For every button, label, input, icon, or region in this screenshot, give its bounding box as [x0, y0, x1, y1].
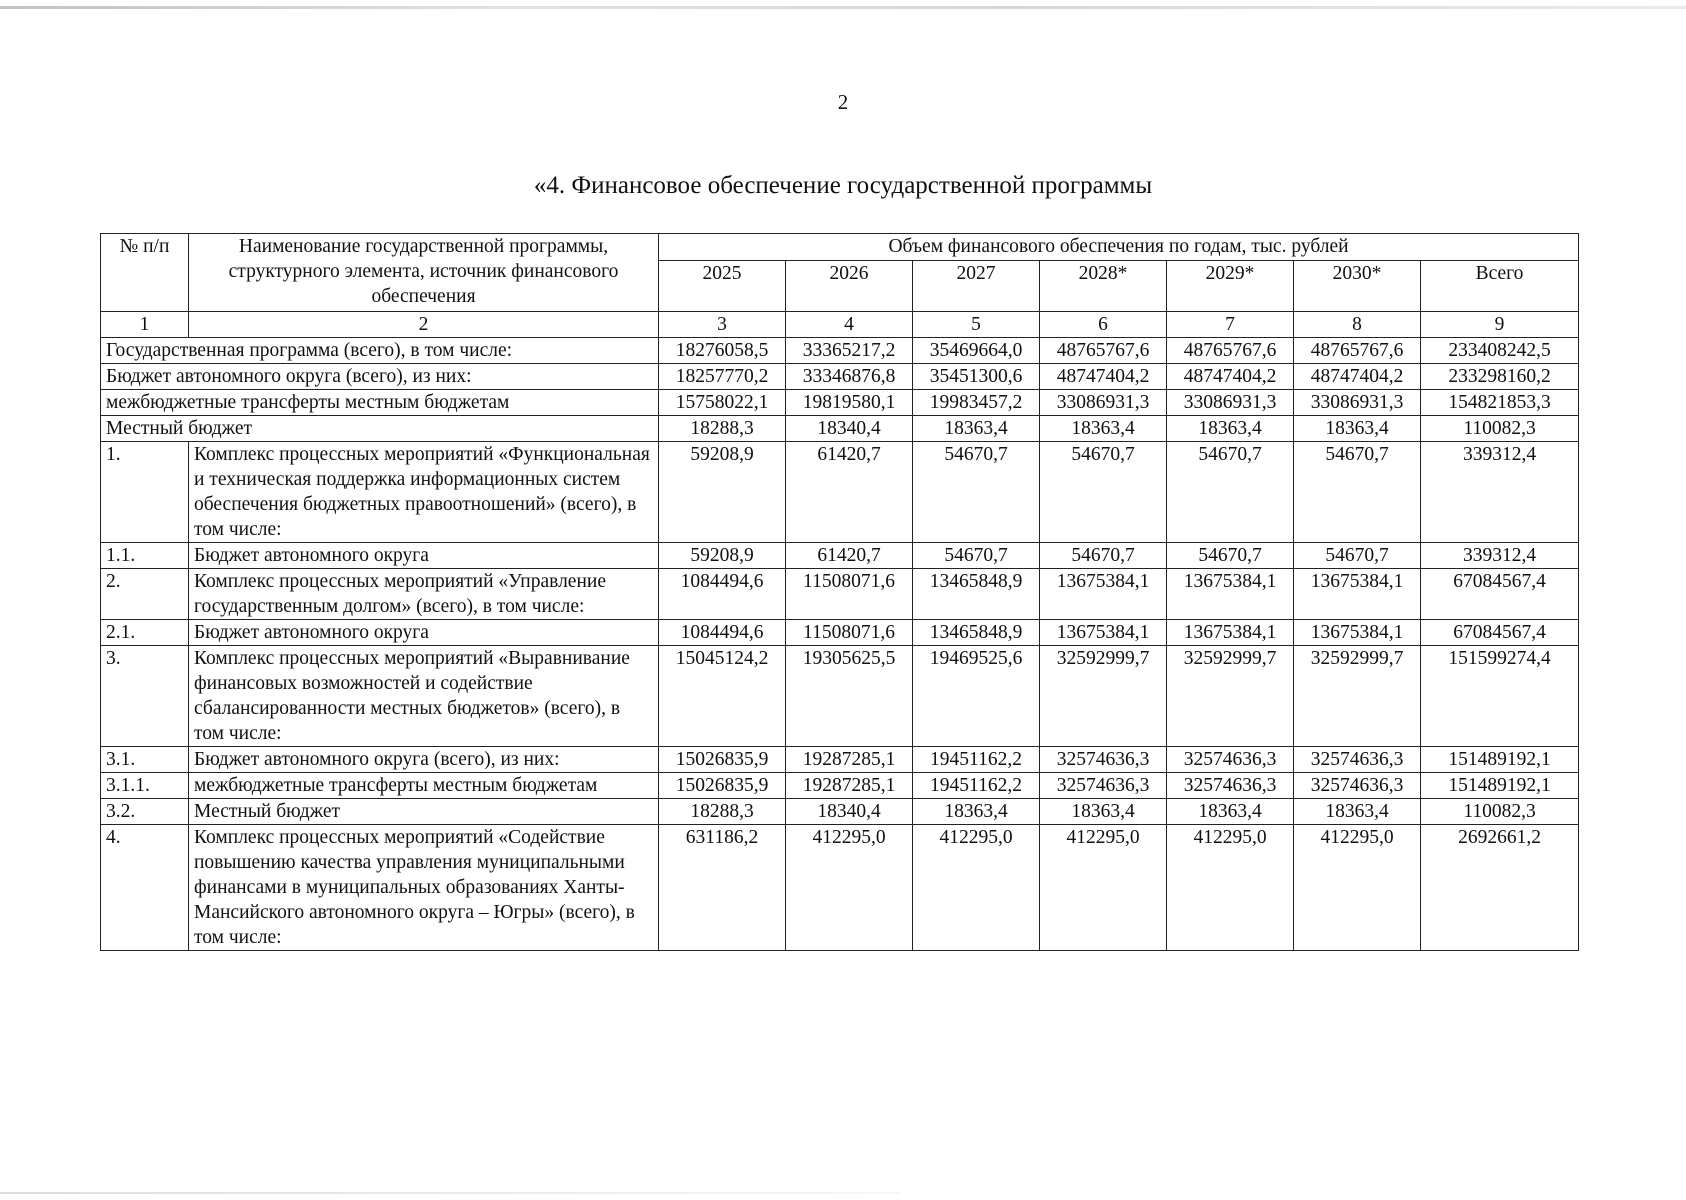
row-value: 13675384,1: [1040, 569, 1167, 620]
row-value: 54670,7: [1167, 442, 1294, 543]
col-number: 4: [786, 312, 913, 338]
row-value: 1084494,6: [659, 569, 786, 620]
row-value: 35451300,6: [913, 364, 1040, 390]
header-name: Наименование государственной программы, структурного элемента, источник финансового обеспечения: [189, 234, 659, 312]
row-value: 54670,7: [1294, 543, 1421, 569]
row-value: 33086931,3: [1167, 390, 1294, 416]
row-value: 412295,0: [913, 825, 1040, 951]
row-value: 412295,0: [1040, 825, 1167, 951]
row-value: 18276058,5: [659, 338, 786, 364]
row-number: 3.1.1.: [101, 773, 189, 799]
row-value: 18363,4: [913, 799, 1040, 825]
row-total: 339312,4: [1421, 543, 1579, 569]
row-value: 412295,0: [1167, 825, 1294, 951]
table-row: [101, 799, 1579, 825]
row-value: 18363,4: [913, 416, 1040, 442]
row-value: 32592999,7: [1294, 646, 1421, 747]
row-total: 154821853,3: [1421, 390, 1579, 416]
table-row: [101, 773, 1579, 799]
row-value: 13675384,1: [1294, 620, 1421, 646]
row-value: 54670,7: [913, 543, 1040, 569]
row-value: 13465848,9: [913, 569, 1040, 620]
row-value: 18288,3: [659, 416, 786, 442]
row-value: 19469525,6: [913, 646, 1040, 747]
table-row: [101, 364, 1579, 390]
scan-edge-bottom: [0, 1192, 900, 1194]
col-number: 6: [1040, 312, 1167, 338]
row-value: 13675384,1: [1167, 569, 1294, 620]
row-name: Местный бюджет: [101, 416, 659, 442]
table-row: [101, 620, 1579, 646]
table-row: [101, 747, 1579, 773]
row-value: 33365217,2: [786, 338, 913, 364]
row-total: 233408242,5: [1421, 338, 1579, 364]
row-value: 15045124,2: [659, 646, 786, 747]
row-value: 15026835,9: [659, 773, 786, 799]
row-total: 67084567,4: [1421, 620, 1579, 646]
row-name: Комплекс процессных мероприятий «Выравнивание финансовых возможностей и содействие сбалансированности местных бюджетов» (всего), в том числе:: [189, 646, 659, 747]
row-value: 32574636,3: [1294, 747, 1421, 773]
row-total: 67084567,4: [1421, 569, 1579, 620]
row-name: Комплекс процессных мероприятий «Содействие повышению качества управления муниципальными финансами в муниципальных образованиях Ханты-Мансийского автономного округа – Югры» (всего), в том числе:: [189, 825, 659, 951]
row-value: 48765767,6: [1040, 338, 1167, 364]
header-year: 2026: [786, 261, 913, 312]
document-title: «4. Финансовое обеспечение государственной программы: [533, 172, 1153, 199]
row-name: Государственная программа (всего), в том числе:: [101, 338, 659, 364]
row-value: 33086931,3: [1294, 390, 1421, 416]
row-total: 110082,3: [1421, 799, 1579, 825]
table-row: [101, 543, 1579, 569]
row-value: 1084494,6: [659, 620, 786, 646]
row-number: 3.: [101, 646, 189, 747]
row-value: 412295,0: [786, 825, 913, 951]
row-number: 4.: [101, 825, 189, 951]
row-name: Комплекс процессных мероприятий «Функциональная и техническая поддержка информационных систем обеспечения бюджетных правоотношений» (всего), в том числе:: [189, 442, 659, 543]
row-value: 11508071,6: [786, 620, 913, 646]
row-value: 32574636,3: [1294, 773, 1421, 799]
col-number: 5: [913, 312, 1040, 338]
row-value: 15026835,9: [659, 747, 786, 773]
row-value: 32574636,3: [1040, 773, 1167, 799]
row-value: 18363,4: [1167, 416, 1294, 442]
row-value: 61420,7: [786, 543, 913, 569]
header-year: 2029*: [1167, 261, 1294, 312]
row-value: 59208,9: [659, 543, 786, 569]
row-value: 32592999,7: [1167, 646, 1294, 747]
row-value: 19451162,2: [913, 773, 1040, 799]
row-value: 13675384,1: [1040, 620, 1167, 646]
row-value: 18363,4: [1167, 799, 1294, 825]
table-row: [101, 442, 1579, 543]
row-value: 33346876,8: [786, 364, 913, 390]
row-value: 61420,7: [786, 442, 913, 543]
row-name: Бюджет автономного округа: [189, 620, 659, 646]
row-total: 151489192,1: [1421, 747, 1579, 773]
row-value: 19819580,1: [786, 390, 913, 416]
row-total: 151489192,1: [1421, 773, 1579, 799]
table-row: [101, 646, 1579, 747]
table-row: [101, 390, 1579, 416]
row-total: 339312,4: [1421, 442, 1579, 543]
col-number: 9: [1421, 312, 1579, 338]
header-year: 2030*: [1294, 261, 1421, 312]
table-row: [101, 416, 1579, 442]
col-number: 1: [101, 312, 189, 338]
row-value: 32574636,3: [1167, 747, 1294, 773]
row-name: межбюджетные трансферты местным бюджетам: [189, 773, 659, 799]
col-number: 8: [1294, 312, 1421, 338]
header-total: Всего: [1421, 261, 1579, 312]
row-value: 54670,7: [1040, 442, 1167, 543]
row-value: 13675384,1: [1294, 569, 1421, 620]
row-value: 19983457,2: [913, 390, 1040, 416]
row-value: 18340,4: [786, 799, 913, 825]
row-value: 54670,7: [1167, 543, 1294, 569]
row-value: 18363,4: [1040, 799, 1167, 825]
row-value: 35469664,0: [913, 338, 1040, 364]
row-value: 59208,9: [659, 442, 786, 543]
row-value: 54670,7: [1040, 543, 1167, 569]
row-total: 233298160,2: [1421, 364, 1579, 390]
row-number: 1.: [101, 442, 189, 543]
column-number-row: [101, 312, 1579, 338]
row-value: 13675384,1: [1167, 620, 1294, 646]
row-total: 110082,3: [1421, 416, 1579, 442]
row-value: 48747404,2: [1167, 364, 1294, 390]
table-row: [101, 825, 1579, 951]
row-value: 19287285,1: [786, 773, 913, 799]
row-total: 151599274,4: [1421, 646, 1579, 747]
header-year: 2028*: [1040, 261, 1167, 312]
col-number: 2: [189, 312, 659, 338]
row-value: 33086931,3: [1040, 390, 1167, 416]
header-num: № п/п: [101, 234, 189, 312]
row-value: 48747404,2: [1040, 364, 1167, 390]
row-value: 18340,4: [786, 416, 913, 442]
row-value: 48765767,6: [1167, 338, 1294, 364]
header-year: 2025: [659, 261, 786, 312]
row-name: Местный бюджет: [189, 799, 659, 825]
row-value: 18363,4: [1040, 416, 1167, 442]
row-total: 2692661,2: [1421, 825, 1579, 951]
row-number: 1.1.: [101, 543, 189, 569]
row-name: Бюджет автономного округа: [189, 543, 659, 569]
row-value: 32592999,7: [1040, 646, 1167, 747]
table-row: [101, 338, 1579, 364]
table-row: [101, 569, 1579, 620]
financing-table: [100, 233, 1579, 951]
row-value: 32574636,3: [1040, 747, 1167, 773]
header-year: 2027: [913, 261, 1040, 312]
row-value: 54670,7: [913, 442, 1040, 543]
row-number: 3.1.: [101, 747, 189, 773]
row-value: 48765767,6: [1294, 338, 1421, 364]
page-number: 2: [837, 90, 849, 114]
row-value: 19287285,1: [786, 747, 913, 773]
row-value: 48747404,2: [1294, 364, 1421, 390]
col-number: 3: [659, 312, 786, 338]
row-number: 2.1.: [101, 620, 189, 646]
row-value: 54670,7: [1294, 442, 1421, 543]
row-value: 13465848,9: [913, 620, 1040, 646]
scan-edge-top: [0, 6, 1686, 9]
row-number: 2.: [101, 569, 189, 620]
row-name: Бюджет автономного округа (всего), из них:: [101, 364, 659, 390]
row-value: 19451162,2: [913, 747, 1040, 773]
row-value: 11508071,6: [786, 569, 913, 620]
col-number: 7: [1167, 312, 1294, 338]
row-value: 18363,4: [1294, 799, 1421, 825]
row-value: 18363,4: [1294, 416, 1421, 442]
row-name: межбюджетные трансферты местным бюджетам: [101, 390, 659, 416]
row-value: 631186,2: [659, 825, 786, 951]
row-name: Бюджет автономного округа (всего), из них:: [189, 747, 659, 773]
row-value: 412295,0: [1294, 825, 1421, 951]
row-value: 32574636,3: [1167, 773, 1294, 799]
row-value: 15758022,1: [659, 390, 786, 416]
row-number: 3.2.: [101, 799, 189, 825]
row-value: 18257770,2: [659, 364, 786, 390]
row-value: 19305625,5: [786, 646, 913, 747]
header-volume-group: Объем финансового обеспечения по годам, тыс. рублей: [659, 234, 1579, 261]
row-name: Комплекс процессных мероприятий «Управление государственным долгом» (всего), в том числе:: [189, 569, 659, 620]
row-value: 18288,3: [659, 799, 786, 825]
